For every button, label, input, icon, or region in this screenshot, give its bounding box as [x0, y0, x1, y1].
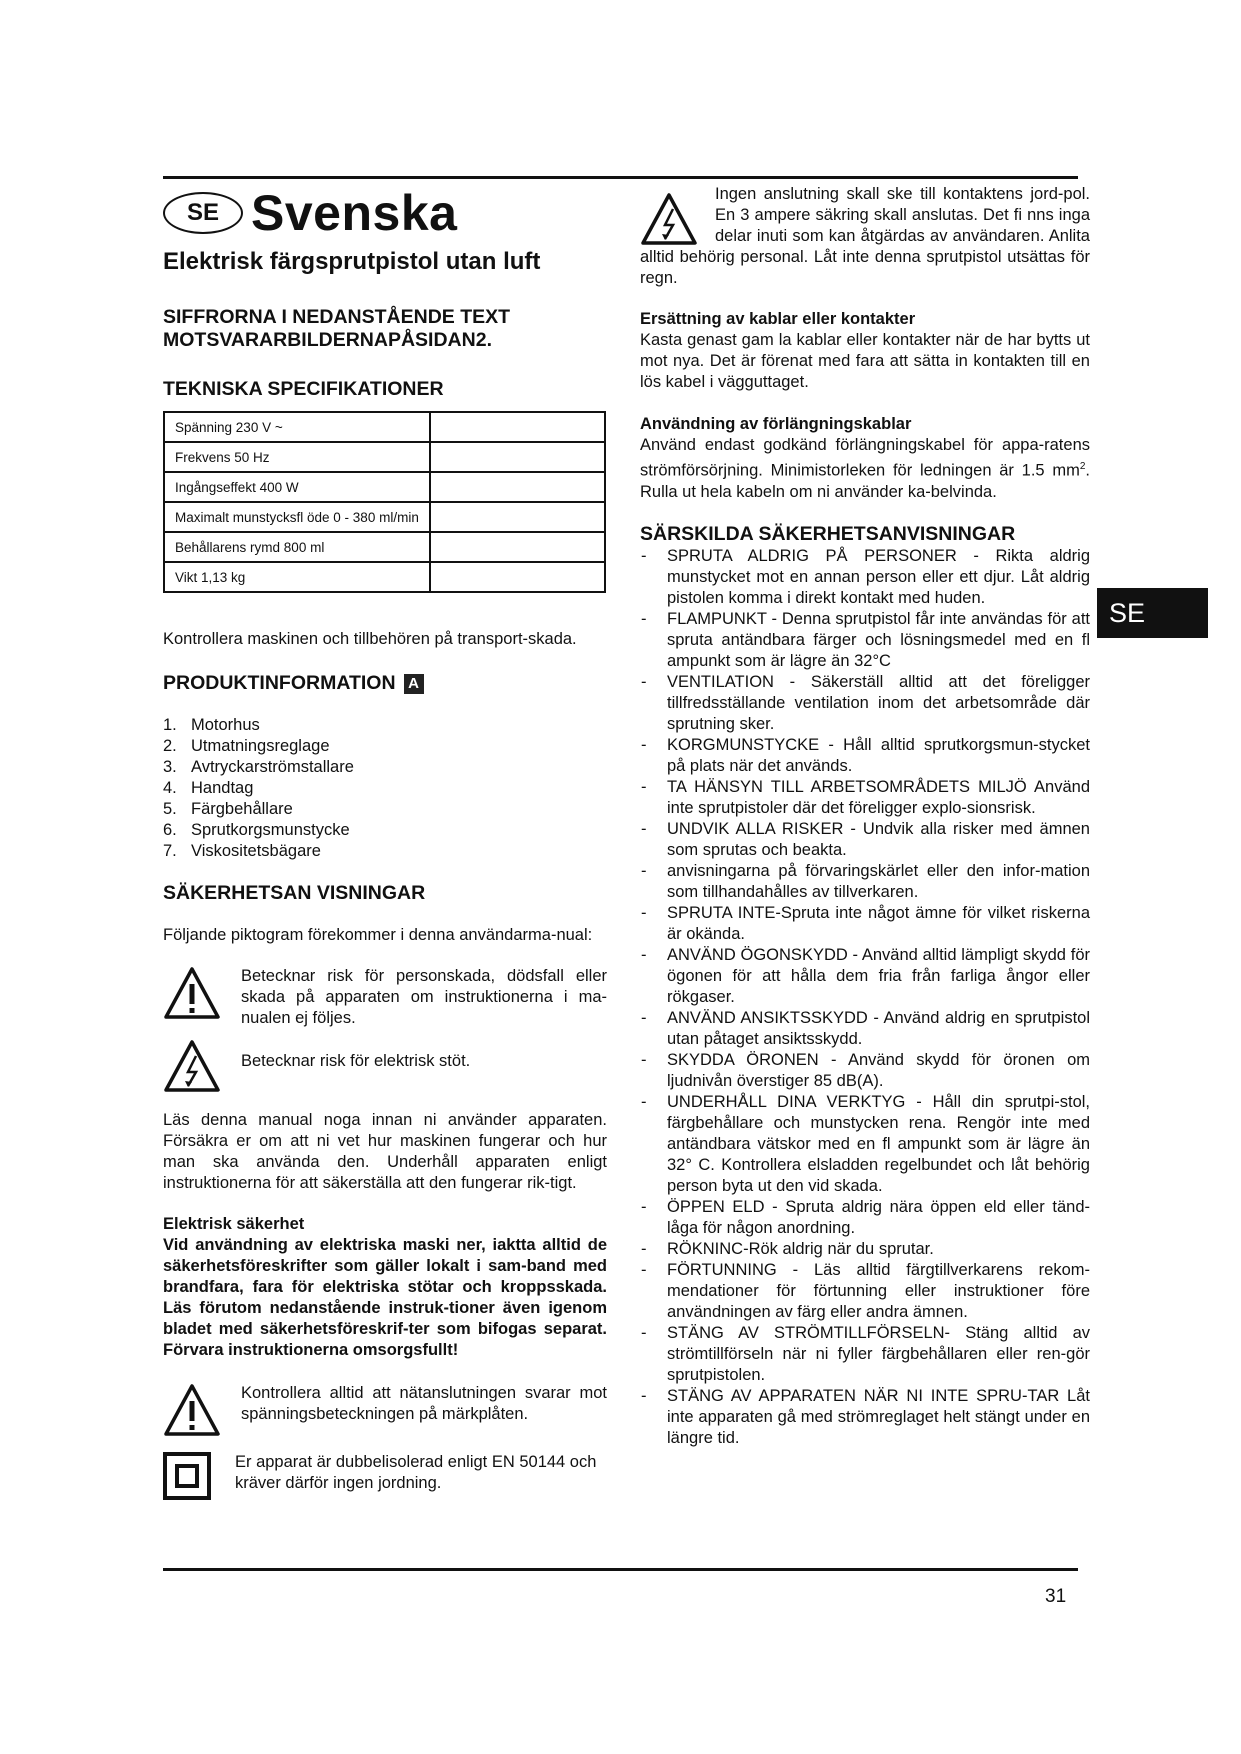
voltage-check-row	[163, 1383, 607, 1442]
list-item: 1. Motorhus	[163, 716, 260, 734]
spec-cell: Behållarens rymd 800 ml	[164, 532, 430, 562]
left-column	[163, 186, 607, 1505]
grounding-note: Ingen anslutning skall ske till kontaktens jord-pol. En 3 ampere säkring skall anslutas. Det fi nns inga delar inuti som kan åtgärdas av användaren. Anlita alltid behörig personal. Låt inte denna sprutpistol utsättas för regn.	[640, 185, 1090, 287]
list-item: - STÄNG AV STRÖMTILLFÖRSELN- Stäng alltid av strömtillförseln när ni fyller färgbehållaren eller ren-gör sprutpistolen.	[640, 1323, 1090, 1386]
specs-table	[163, 411, 606, 593]
cables-heading: Ersättning av kablar eller kontakter	[640, 310, 916, 328]
safety-heading: SÄKERHETSAN VISNINGAR	[163, 882, 426, 904]
list-item: 3. Avtryckarströmstallare	[163, 758, 354, 776]
product-heading	[163, 672, 607, 695]
voltage-check-text: Kontrollera alltid att nätanslutningen svarar mot spänningsbeteckningen på märkplåten.	[241, 1384, 607, 1423]
pictogram-shock-row	[163, 1039, 607, 1098]
list-item: - SPRUTA ALDRIG PÅ PERSONER - Rikta aldrig munstycket mot en annan person eller ett djur. Låt aldrig pistolen komma i direkt kontakt med huden.	[640, 546, 1090, 609]
language-badge: SE	[163, 192, 243, 234]
list-item: - UNDVIK ALLA RISKER - Undvik alla risker med ämnen som sprutas och beakta.	[640, 819, 1090, 861]
list-item: 2. Utmatningsreglage	[163, 737, 330, 755]
table-row	[164, 442, 605, 472]
language-tab: SE	[1097, 588, 1208, 638]
table-row	[164, 472, 605, 502]
warning-icon	[163, 1383, 241, 1442]
table-row	[164, 502, 605, 532]
pictogram-risk-row	[163, 966, 607, 1029]
extension-text: Använd endast godkänd förlängningskabel för appa-ratens strömförsörjning. Minimistorleken för ledningen är 1.5 $mm^2$. Rulla ut hela kabeln om ni använder ka-belvinda.	[640, 436, 1090, 501]
pictogram-risk-text: Betecknar risk för personskada, dödsfall eller skada på apparaten om instruktionerna i ma-nualen ej följes.	[241, 967, 607, 1027]
parts-list	[163, 715, 607, 862]
list-item: - ANVÄND ÖGONSKYDD - Använd alltid lämpligt skydd för ögonen för att hålla dem fria från farliga ångor eller rökgaser.	[640, 945, 1090, 1008]
list-item: - UNDERHÅLL DINA VERKTYG - Håll din sprutpi-stol, färgbehållare och munstycken rena. Rengör inte med antändbara vätskor med en fl ampunkt som är lägre än 32° C. Kontrollera elsladden regelbundet och låt behörig person byta ut den vid skada.	[640, 1092, 1090, 1197]
brand-header	[163, 186, 607, 240]
list-item: - FLAMPUNKT - Denna sprutpistol får inte användas för att spruta antändbara färger och lösningsmedel med en fl ampunkt som är lägre än 32°C	[640, 609, 1090, 672]
table-row	[164, 562, 605, 592]
spec-cell: Maximalt munstycksfl öde 0 - 380 ml/min	[164, 502, 430, 532]
spec-cell: Frekvens 50 Hz	[164, 442, 430, 472]
warning-icon	[163, 966, 241, 1025]
pictogram-shock-text: Betecknar risk för elektrisk stöt.	[241, 1052, 471, 1070]
list-item: - ÖPPEN ELD - Spruta aldrig nära öppen eld eller tänd-låga för någon anordning.	[640, 1197, 1090, 1239]
double-insulated-text: Er apparat är dubbelisolerad enligt EN 50144 och kräver därför ingen jordning.	[235, 1453, 597, 1492]
table-row	[164, 532, 605, 562]
electric-shock-icon	[640, 192, 698, 251]
list-item: - VENTILATION - Säkerställ alltid att det föreligger tillfredsställande ventilation inom det arbetsområde där sprutning sker.	[640, 672, 1090, 735]
list-item: - TA HÄNSYN TILL ARBETSOMRÅDETS MILJÖ Använd inte sprutpistoler där det föreligger explo-sionsrisk.	[640, 777, 1090, 819]
product-heading-text: PRODUKTINFORMATION	[163, 672, 396, 694]
list-item: 7. Viskositetsbägare	[163, 842, 321, 860]
transport-check: Kontrollera maskinen och tillbehören på transport-skada.	[163, 630, 577, 648]
top-rule	[163, 176, 1078, 179]
list-item: 4. Handtag	[163, 779, 254, 797]
specs-heading: TEKNISKA SPECIFIKATIONER	[163, 378, 444, 400]
read-manual-text: Läs denna manual noga innan ni använder apparaten. Försäkra er om att ni vet hur maskinen fungerar och hur man ska använda den. Underhåll apparaten enligt instruktionerna för att säkerställa att den fungerar rik-tigt.	[163, 1111, 607, 1192]
spec-cell: Vikt 1,13 kg	[164, 562, 430, 592]
language-title: Svenska	[251, 185, 458, 241]
list-item: - anvisningarna på förvaringskärlet eller den infor-mation som tillhandahålles av tillverkaren.	[640, 861, 1090, 903]
spec-cell: Spänning 230 V ~	[164, 412, 430, 442]
grounding-note-block	[640, 184, 1090, 289]
list-item: - STÄNG AV APPARATEN NÄR NI INTE SPRU-TAR Låt inte apparaten gå med strömreglaget helt stängt under en längre tid.	[640, 1386, 1090, 1449]
cables-text: Kasta genast gam la kablar eller kontakter när de har bytts ut mot nya. Det är förenat med fara att sätta in kontakten till en lös kabel i vägguttaget.	[640, 331, 1090, 391]
electrical-warning: Vid användning av elektriska maski ner, iaktta alltid de säkerhetsföreskrifter som gäller lokalt i sam-band med brandfara, fara för elektriska stötar och kroppsskada. Läs förutom nedanstående instruk-tioner även igenom bladet med säkerhetsföreskrif-ter som bifogas separat. Förvara instruktionerna omsorgsfullt!	[163, 1236, 607, 1359]
special-safety-heading: SÄRSKILDA SÄKERHETSANVISNINGAR	[640, 522, 1016, 545]
figure-label: A	[404, 674, 424, 694]
special-safety-list	[640, 546, 1090, 1449]
list-item: - SKYDDA ÖRONEN - Använd skydd för öronen om ljudnivån överstiger 85 dB(A).	[640, 1050, 1090, 1092]
double-insulation-icon	[163, 1452, 235, 1505]
list-item: 6. Sprutkorgsmunstycke	[163, 821, 350, 839]
electrical-heading: Elektrisk säkerhet	[163, 1215, 305, 1233]
list-item: - KORGMUNSTYCKE - Håll alltid sprutkorgsmun-stycket på plats när det används.	[640, 735, 1090, 777]
pictogram-intro: Följande piktogram förekommer i denna användarma-nual:	[163, 926, 593, 944]
list-item: - FÖRTUNNING - Läs alltid färgtillverkarens rekom-mendationer för förtunning eller instruktioner före användningen av färg eller andra ämnen.	[640, 1260, 1090, 1323]
list-item: - SPRUTA INTE-Spruta inte något ämne för vilket riskerna är okända.	[640, 903, 1090, 945]
list-item: 5. Färgbehållare	[163, 800, 293, 818]
document-subtitle: Elektrisk färgsprutpistol utan luft	[163, 248, 541, 275]
table-row	[164, 412, 605, 442]
electric-shock-icon	[163, 1039, 241, 1098]
extension-heading: Användning av förlängningskablar	[640, 415, 912, 433]
spec-cell: Ingångseffekt 400 W	[164, 472, 430, 502]
list-item: - RÖKNINC-Rök aldrig när du sprutar.	[640, 1239, 1090, 1260]
right-column	[640, 186, 1090, 1449]
page-number: 31	[1045, 1586, 1067, 1607]
list-item: - ANVÄND ANSIKTSSKYDD - Använd aldrig en sprutpistol utan påtaget ansiktsskydd.	[640, 1008, 1090, 1050]
double-insulated-row	[163, 1452, 607, 1505]
note-heading: SIFFRORNA I NEDANSTÅENDE TEXT MOTSVARARBILDERNAPÅSIDAN2.	[163, 306, 511, 351]
bottom-rule	[163, 1568, 1078, 1571]
